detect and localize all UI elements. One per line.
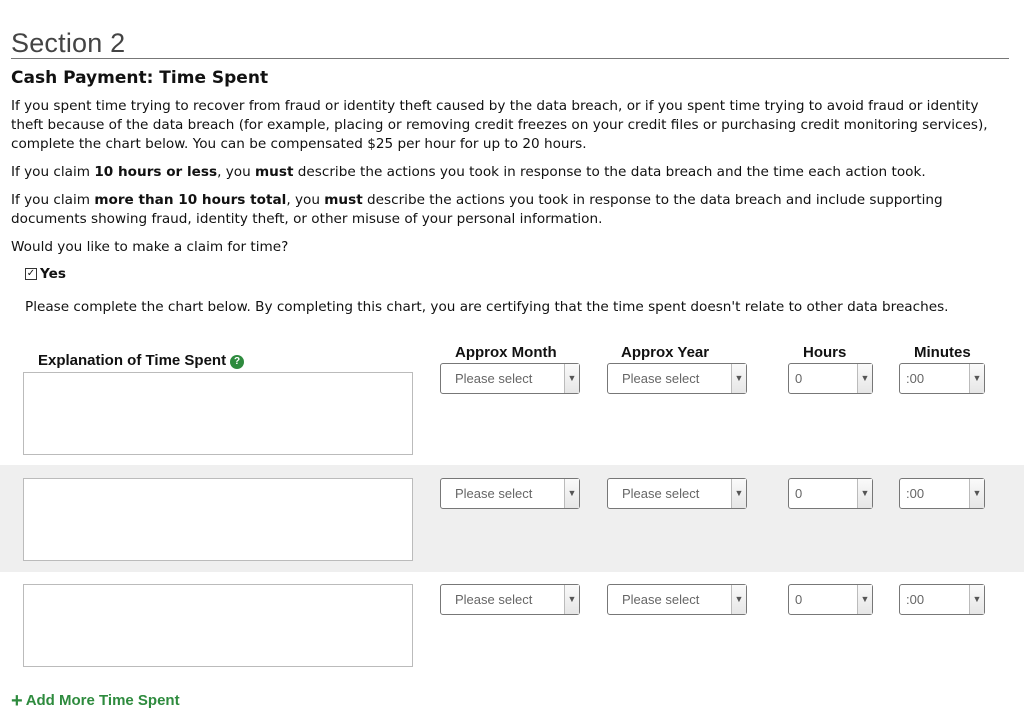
chevron-down-icon: ▼ [564, 364, 579, 393]
section-title: Section 2 [11, 28, 1009, 59]
chevron-down-icon: ▼ [857, 364, 872, 393]
intro-paragraph: If you spent time trying to recover from fraud or identity theft caused by the data breach, or if you spent time trying to avoid fraud or identity theft because of the data breach (for example, placing or removing credit freezes on your credit files or purchasing credit monitoring services), complete the chart below. You can be compensated $25 per hour for up to 20 hours. [11, 98, 988, 152]
help-icon[interactable]: ? [230, 355, 244, 369]
month-select[interactable]: Please select ▼ [440, 363, 580, 394]
claim-question: Would you like to make a claim for time? [11, 239, 289, 255]
explanation-textarea[interactable] [23, 584, 413, 667]
rule-10-hours-or-less: If you claim 10 hours or less, you must describe the actions you took in response to the data breach and the time each action took. [11, 164, 926, 180]
hours-select[interactable]: 0 ▼ [788, 363, 873, 394]
chevron-down-icon: ▼ [731, 585, 746, 614]
rule-more-than-10-hours: If you claim more than 10 hours total, you must describe the actions you took in response to the data breach and include supporting documents showing fraud, identity theft, or other misuse of your personal information. [11, 192, 943, 227]
explanation-textarea[interactable] [23, 478, 413, 561]
chevron-down-icon: ▼ [564, 479, 579, 508]
time-entry-row [0, 572, 1024, 679]
chevron-down-icon: ▼ [969, 364, 984, 393]
month-select[interactable]: Please select ▼ [440, 584, 580, 615]
hours-select[interactable]: 0 ▼ [788, 584, 873, 615]
time-entry-row [0, 465, 1024, 572]
plus-icon: + [11, 689, 23, 712]
subsection-title: Cash Payment: Time Spent [11, 68, 269, 88]
chevron-down-icon: ▼ [857, 585, 872, 614]
chevron-down-icon: ▼ [731, 479, 746, 508]
explanation-column-header: Explanation of Time Spent ? [38, 352, 244, 369]
chevron-down-icon: ▼ [969, 585, 984, 614]
hours-column-header: Hours [803, 344, 847, 361]
minutes-column-header: Minutes [914, 344, 971, 361]
explanation-textarea[interactable] [23, 372, 413, 455]
minutes-select[interactable]: :00 ▼ [899, 584, 985, 615]
chevron-down-icon: ▼ [731, 364, 746, 393]
certify-text: Please complete the chart below. By completing this chart, you are certifying that the time spent doesn't relate to other data breaches. [25, 299, 949, 315]
minutes-select[interactable]: :00 ▼ [899, 478, 985, 509]
year-select[interactable]: Please select ▼ [607, 584, 747, 615]
month-column-header: Approx Month [455, 344, 557, 361]
chevron-down-icon: ▼ [857, 479, 872, 508]
add-more-label: Add More Time Spent [25, 692, 180, 709]
minutes-select[interactable]: :00 ▼ [899, 363, 985, 394]
year-select[interactable]: Please select ▼ [607, 478, 747, 509]
hours-select[interactable]: 0 ▼ [788, 478, 873, 509]
chevron-down-icon: ▼ [969, 479, 984, 508]
year-column-header: Approx Year [621, 344, 710, 361]
claim-yes-label: Yes [40, 266, 66, 282]
claim-yes-option[interactable] [25, 266, 66, 282]
add-more-time-button[interactable] [11, 689, 180, 712]
claim-yes-checkbox[interactable]: ✓ [26, 268, 36, 279]
year-select[interactable]: Please select ▼ [607, 363, 747, 394]
chevron-down-icon: ▼ [564, 585, 579, 614]
time-entry-row [0, 358, 1024, 465]
month-select[interactable]: Please select ▼ [440, 478, 580, 509]
